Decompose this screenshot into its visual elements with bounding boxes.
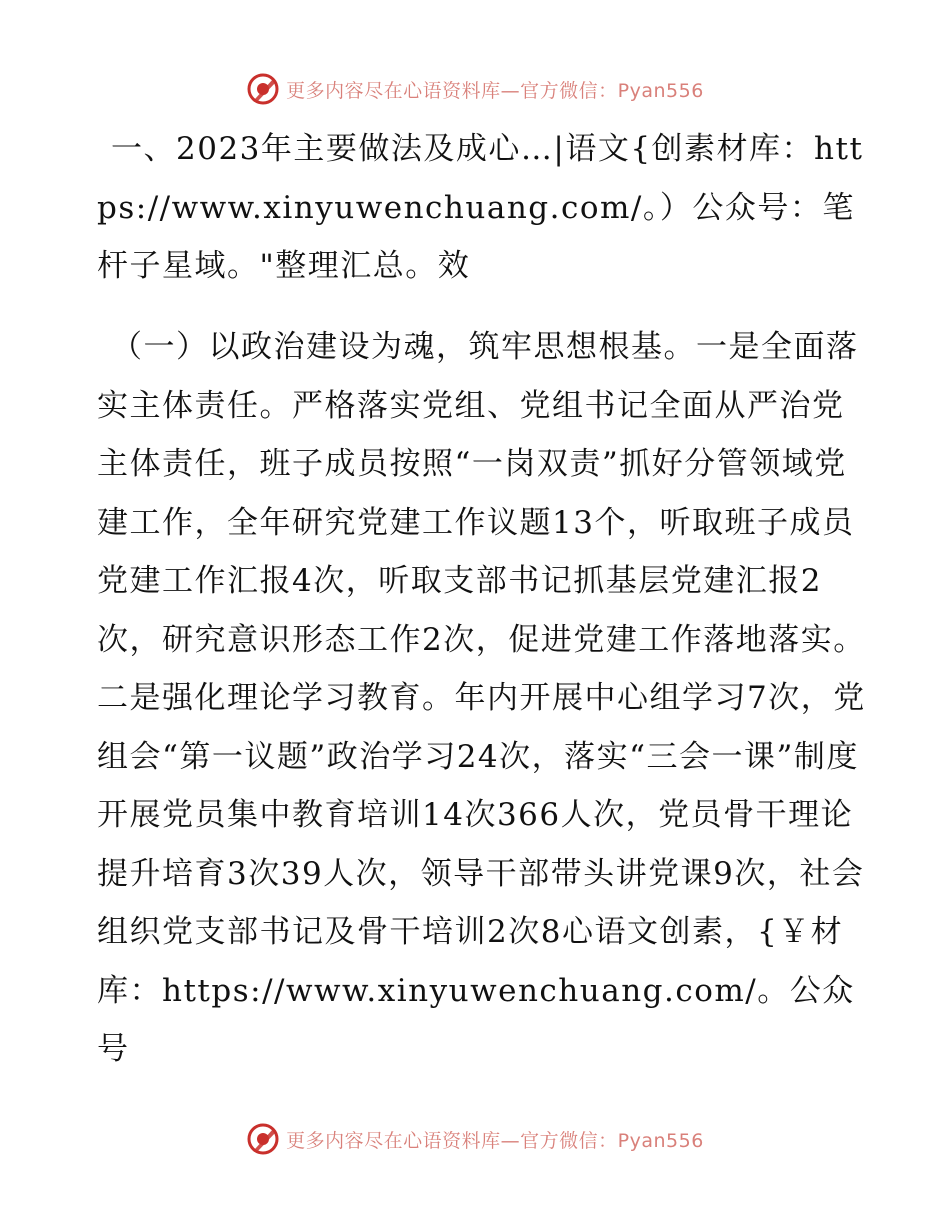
paragraph-intro: 一、2023年主要做法及成心…|语文{创素材库：https://www.xinyuwenchuang.com/。）公众号：笔杆子星域。"整理汇总。效 [97,131,864,284]
document-body [97,120,867,1079]
footer-watermark [0,1122,950,1156]
paragraph-section-1: （一）以政治建设为魂，筑牢思想根基。一是全面落实主体责任。严格落实党组、党组书记全面从严治党主体责任，班子成员按照“一岗双责”抓好分管领域党建工作，全年研究党建工作议题13个，听取班子成员党建工作汇报4次，听取支部书记抓基层党建汇报2次，研究意识形态工作2次，促进党建工作落地落实。二是强化理论学习教育。年内开展中心组学习7次，党组会“第一议题”政治学习24次，落实“三会一课”制度开展党员集中教育培训14次366人次，党员骨干理论提升培育3次39人次，领导干部带头讲党课9次，社会组织党支部书记及骨干培训2次8心语文创素，{￥材库：https://www.xinyuwenchuang.com/。公众号 [97,329,866,1067]
watermark-text: 更多内容尽在心语资料库—官方微信：Pyan556 [286,79,704,102]
header-watermark [0,72,950,106]
pen-logo-icon [246,72,280,106]
watermark-text: 更多内容尽在心语资料库—官方微信：Pyan556 [286,1129,704,1152]
pen-logo-icon [246,1122,280,1156]
